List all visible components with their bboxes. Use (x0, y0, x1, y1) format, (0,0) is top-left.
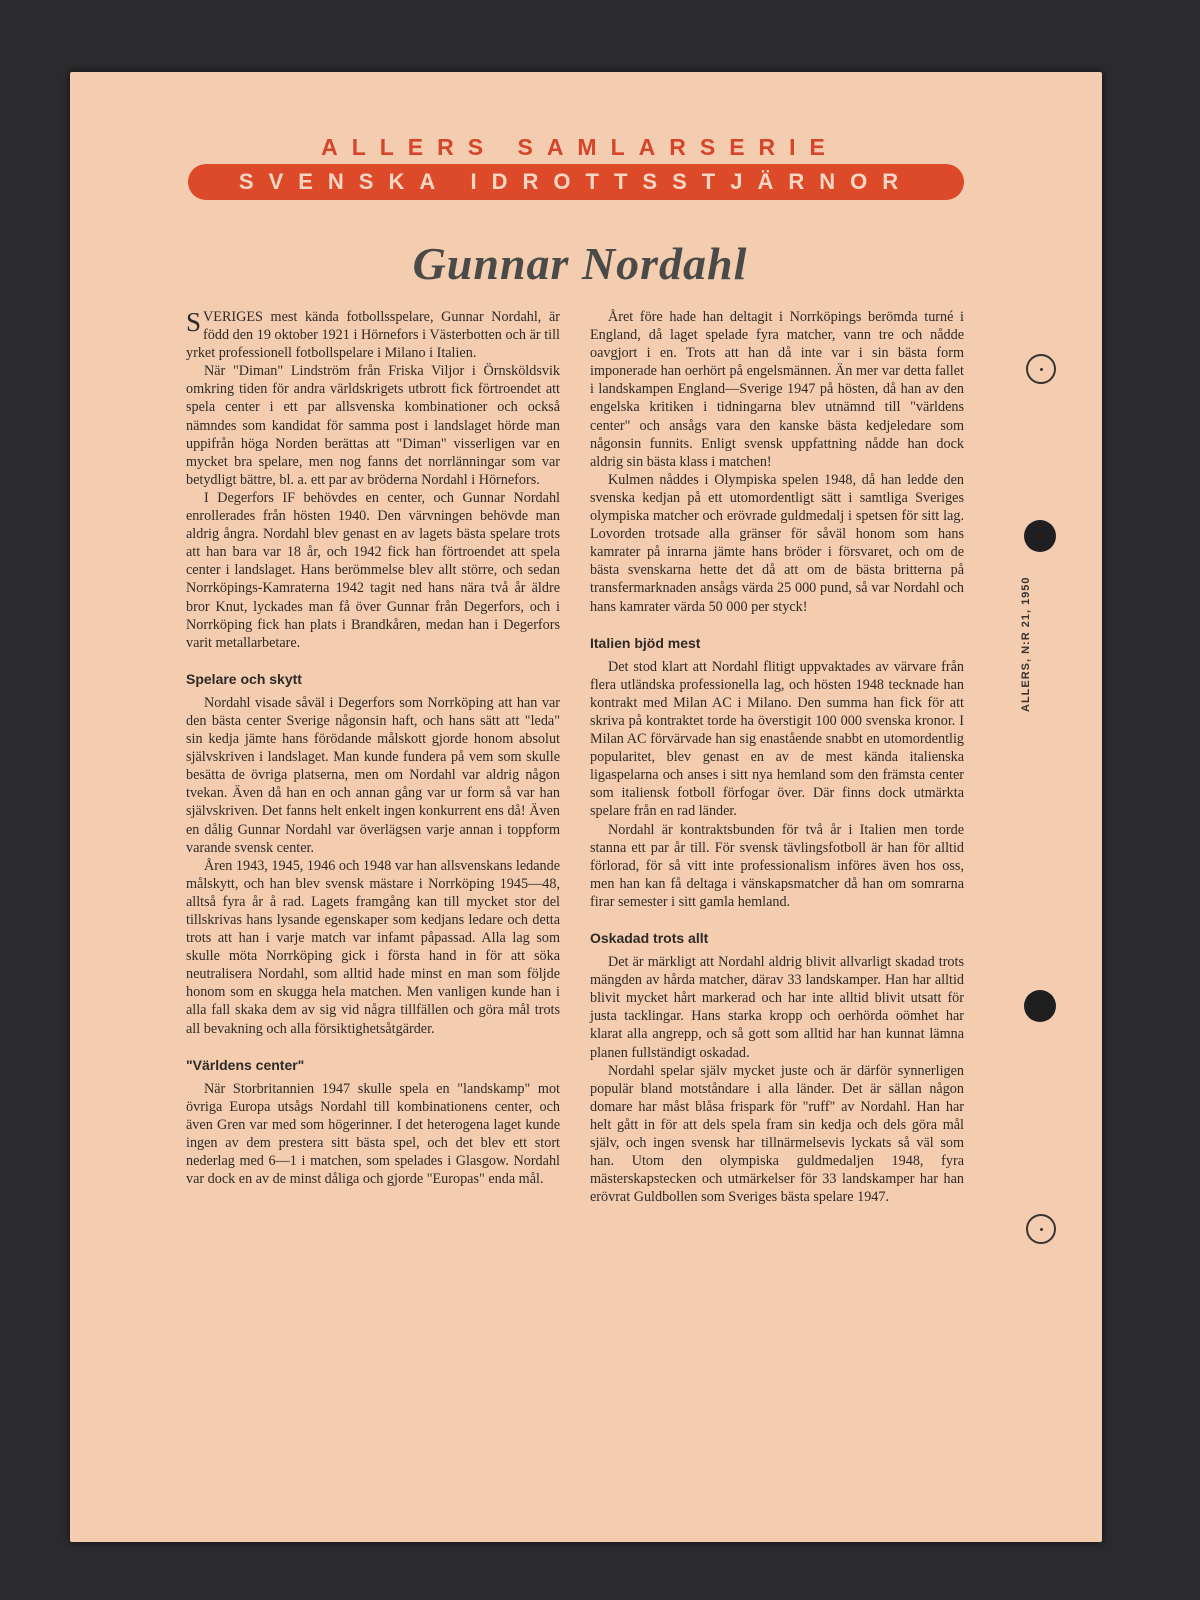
banner-text: SVENSKA IDROTTSSTJÄRNOR (238, 169, 914, 194)
page-title: Gunnar Nordahl (412, 238, 748, 289)
section-heading: "Världens center" (186, 1056, 305, 1073)
paragraph: När Storbritannien 1947 skulle spela en "landskamp" mot övriga Europa utsågs Nordahl till kombinationens center, och även Gren var med som högerinner. I det heterogena laget kunde ingen av dem prestera sitt bästa spel, och det blev ett stort nederlag med 6—1 i matchen, som spelades i Glasgow. Nordahl var dock en av de minst dåliga och gjorde "Europas" enda mål. (186, 1080, 560, 1188)
paragraph: I Degerfors IF behövdes en center, och Gunnar Nordahl enrollerades från hösten 1940. Den värvningen behövde man aldrig ångra. Nordahl blev genast en av lagets bästa spelare trots att han bara var 18 år, och 1942 fick han förtroendet att spela center i landslaget. Hans berömmelse blev allt större, och sedan Norrköpings-Kamraterna 1942 tagit ned hans nära två år äldre bror Knut, lyckades man få över Gunnar från Degerfors, och i Norrköping fick han plats i Brandkåren, medan han i Degerfors varit metallarbetare. (186, 489, 560, 651)
right-column (590, 308, 964, 1206)
paragraph: Kulmen nåddes i Olympiska spelen 1948, då han ledde den svenska kedjan på ett utomordentligt sätt i samtliga Sveriges olympiska matcher och erövrade guldmedalj i spetsen för sitt lag. Lovorden trotsade alla gränser för såväl honom som hans kamrater på inrarna jämte hans bröder i försvaret, och om de bästa svenskarna hette det då att om de bästa britterna på transfermarknaden ansågs värda 25 000 pund, så var Nordahl och hans kamrater värda 50 000 per styck! (590, 471, 964, 615)
magazine-page (70, 72, 1102, 1542)
section-heading: Oskadad trots allt (590, 930, 709, 946)
binder-ring-icon (1026, 354, 1056, 384)
left-column (186, 308, 560, 1188)
paragraph (186, 308, 560, 362)
paragraph: Nordahl spelar själv mycket juste och är därför synnerligen populär bland motståndare i alla länder. Det är sällan någon domare har måst blåsa frispark för "ruff" av Nordahl. Han har helt gått in för att dels spela fram sin kedja och dels göra mål själv, och ingen svensk har tillnärmelsevis lyckats så väl som han. Utom den olympiska guldmedaljen 1948, fyra mästerskapstecken och utmärkelser för 33 landskamper har han erövrat Guldbollen som Sveriges bästa spelare 1947. (590, 1062, 964, 1206)
paragraph: Året före hade han deltagit i Norrköpings berömda turné i England, då laget spelade fyra matcher, vann tre och nådde oavgjort i en. Trots att han då inte var i sin bästa form imponerade han oerhört på engelsmännen. Än mer var detta fallet i landskampen England—Sverige 1947 på hösten, då han av den engelska kritiken i tidningarna blev utnämnd till "världens center" och ansågs vara den kanske bästa kedjeledare som någonsin funnits. Enligt svensk uppfattning nådde han dock aldrig sin bästa klass i matchen! (590, 309, 964, 470)
series-banner (188, 164, 964, 200)
paragraph: Det stod klart att Nordahl flitigt uppvaktades av värvare från flera utländska professionella lag, och hösten 1948 tecknade han kontrakt med Milan AC i Milano. Den summa han fick för att skriva på kontraktet torde ha överstigit 100 000 svenska kronor. I Milan AC förvärvade han sig enastående snabbt en utomordentlig popularitet, blev genast en av de mest kända italienska ligaspelarna och anses i sitt nya hemland som den främsta center som italiensk fotboll förfogar över. Där finns dock utmärkta spelare från en rad länder. (590, 658, 964, 820)
punch-hole-icon (1024, 520, 1056, 552)
issue-label: ALLERS, N:R 21, 1950 (1020, 576, 1032, 712)
binder-ring-icon (1026, 1214, 1056, 1244)
section-heading: Spelare och skytt (186, 670, 302, 687)
series-header: ALLERS SAMLARSERIE (321, 134, 839, 160)
section-heading: Italien bjöd mest (590, 634, 701, 651)
paragraph: Nordahl är kontraktsbunden för två år i Italien men torde stanna ett par år till. För svensk tävlingsfotboll är han för alltid förlorad, för så vitt inte professionalism införes även hos oss, men han kan få deltaga i vänskapsmatcher då han om somrarna firar semester i sitt gamla hemland. (590, 821, 964, 910)
paragraph: När "Diman" Lindström från Friska Viljor i Örnsköldsvik omkring tiden för andra världskrigets utbrott fick förtroendet att spela center i ett par allsvenska kombinationer och också nämndes som kandidat för samma post i landslaget hörde man uppifrån höga Norden berättas att "Diman" visserligen var en mycket bra spelare, men nog fanns det norrlänningar som var betydligt bättre, bl. a. ett par av bröderna Nordahl i Hörnefors. (186, 363, 560, 488)
paragraph: Åren 1943, 1945, 1946 och 1948 var han allsvenskans ledande målskytt, och han blev svensk mästare i Norrköping 1945—48, alltså fyra år å rad. Lagets framgång kan till mycket stor del tillskrivas hans lysande egenskaper som kedjans ledare och detta trots att han i varje match var infamt påpassad. Alla lag som skulle möta Norrköping gick i första hand in för att söka neutralisera Nordahl, som alltid hade minst en man som följde honom som en skugga hela matchen. Men vanligen kunde han i alla fall skaka dem av sig vid några tillfällen och göra mål trots all bevakning och alla försiktighetsåtgärder. (186, 857, 560, 1037)
paragraph: Nordahl visade såväl i Degerfors som Norrköping att han var den bästa center Sverige någonsin haft, och hans sätt att "leda" sin kedja jämte hans förödande målskott gjorde honom absolut självskriven i landslaget. Man kunde fundera på vem som skulle besätta de övriga platserna, men om Nordahl var aldrig någon tvekan. Även då han en och annan gång var ur form så var han självskriven. Det fanns helt enkelt ingen konkurrent ens då! Även en dålig Gunnar Nordahl var överlägsen varje annan i toppform varande svensk center. (186, 694, 560, 856)
punch-hole-icon (1024, 990, 1056, 1022)
paragraph: Det är märkligt att Nordahl aldrig blivit allvarligt skadad trots mängden av hårda matcher, därav 33 landskamper. Han har alltid blivit mycket hårt markerad och har inte alltid blivit utsatt för justa tacklingar. Hans starka kropp och oerhörda oömhet har klarat alla angrepp, och så gott som alltid har han kunnat lämna planen fullständigt oskadad. (590, 954, 964, 1061)
drop-cap: S (186, 307, 202, 337)
paragraph-text: VERIGES mest kända fotbollsspelare, Gunnar Nordahl, är född den 19 oktober 1921 i Hörnefors i Västerbotten och är till yrket professionell fotbollspelare i Milano i Italien. (186, 309, 560, 362)
